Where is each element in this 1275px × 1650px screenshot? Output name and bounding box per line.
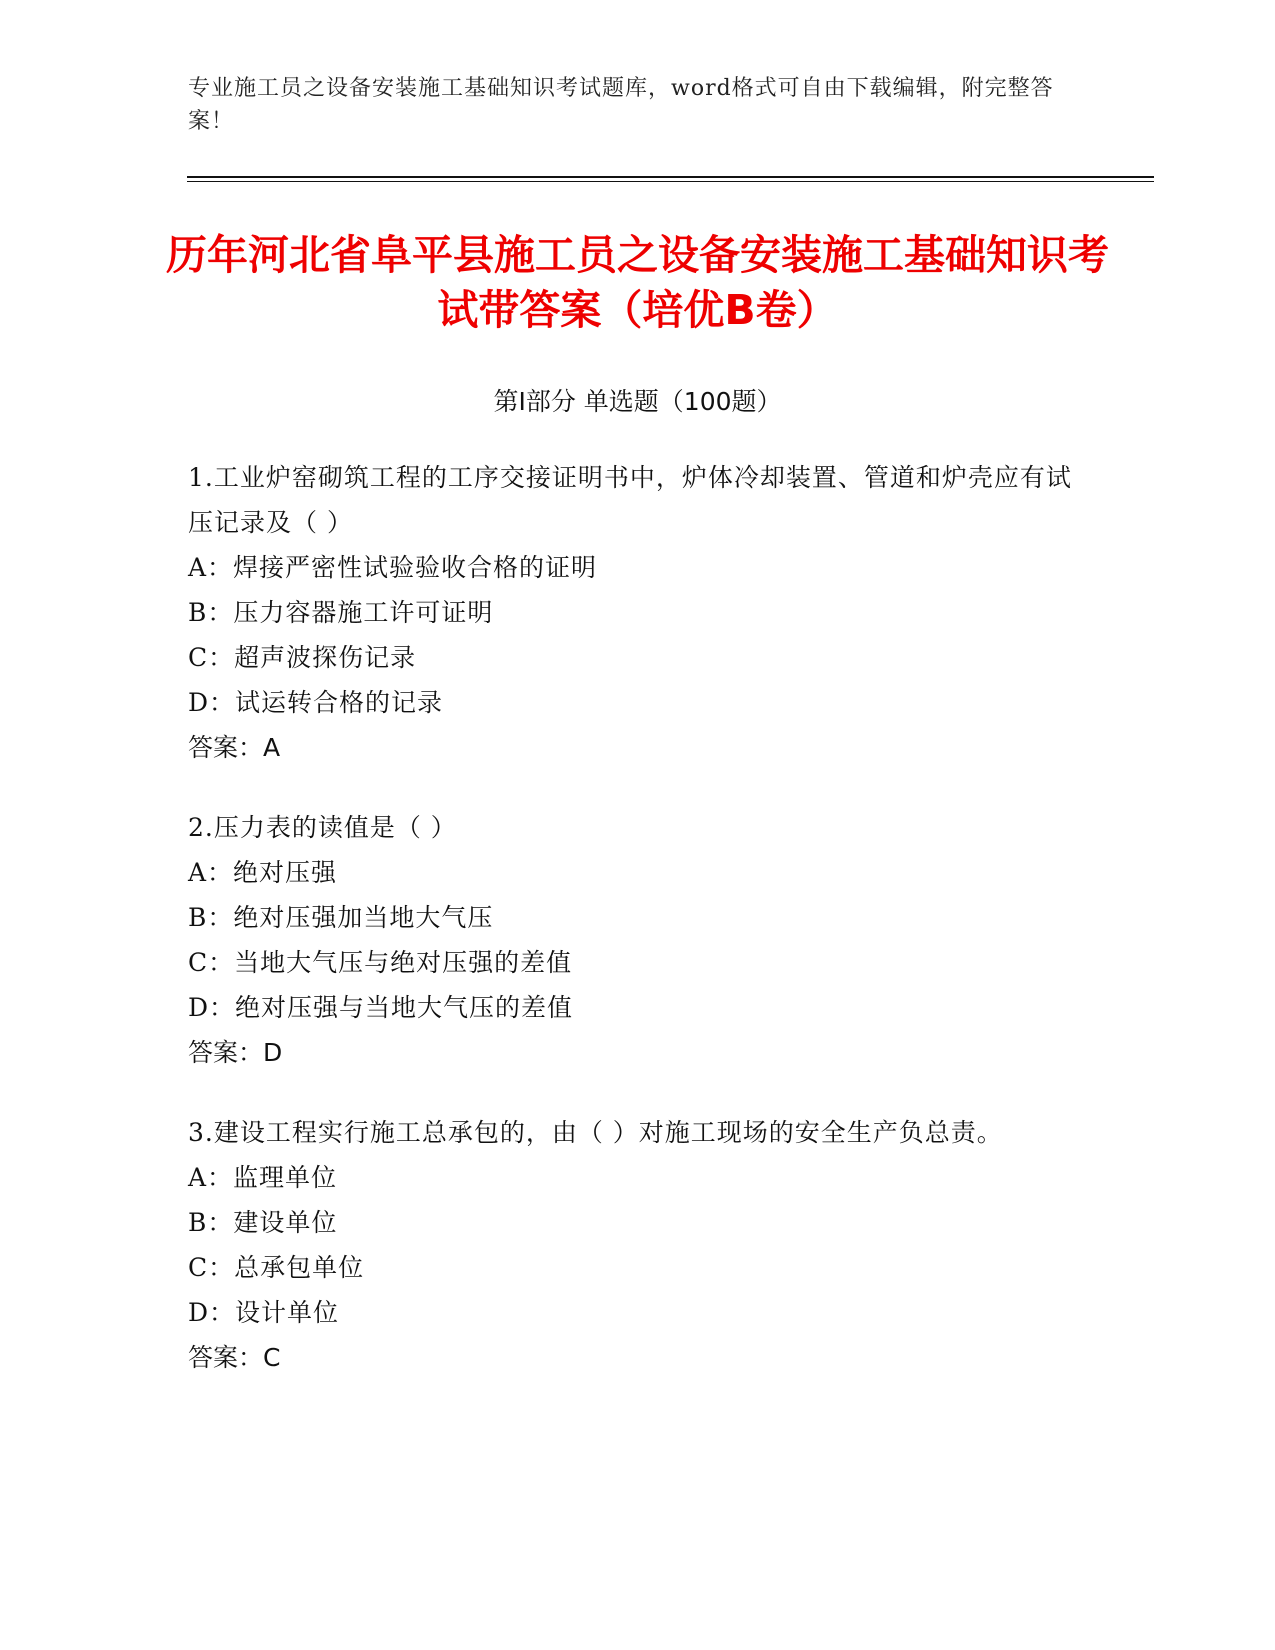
question-2 — [188, 805, 1088, 1075]
option-a: A：焊接严密性试验验收合格的证明 — [188, 553, 598, 582]
question-1 — [188, 455, 1088, 770]
document-title: 历年河北省阜平县施工员之设备安装施工基础知识考试带答案（培优B卷） — [166, 231, 1109, 334]
option-c: C：当地大气压与绝对压强的差值 — [188, 948, 573, 977]
header-note: 专业施工员之设备安装施工基础知识考试题库，word格式可自由下载编辑，附完整答案！ — [188, 76, 1054, 134]
section-heading: 第I部分 单选题（100题） — [493, 387, 782, 416]
option-a: A：监理单位 — [188, 1163, 338, 1192]
question-3 — [188, 1110, 1088, 1380]
option-d: D：设计单位 — [188, 1298, 340, 1327]
option-b: B：建设单位 — [188, 1208, 338, 1237]
option-d: D：绝对压强与当地大气压的差值 — [188, 993, 574, 1022]
option-c: C：超声波探伤记录 — [188, 643, 417, 672]
option-d: D：试运转合格的记录 — [188, 688, 444, 717]
answer-text: 答案：A — [188, 733, 281, 762]
question-stem: 3.建设工程实行施工总承包的，由（ ）对施工现场的安全生产负总责。 — [188, 1118, 1003, 1147]
header-rule-thick — [187, 176, 1154, 178]
question-stem: 1.工业炉窑砌筑工程的工序交接证明书中，炉体冷却装置、管道和炉壳应有试压记录及（ ） — [188, 463, 1072, 537]
answer-text: 答案：C — [188, 1343, 281, 1372]
option-b: B：压力容器施工许可证明 — [188, 598, 494, 627]
answer-text: 答案：D — [188, 1038, 283, 1067]
question-stem: 2.压力表的读值是（ ） — [188, 813, 457, 842]
option-a: A：绝对压强 — [188, 858, 338, 887]
header-rule-thin — [187, 181, 1154, 182]
option-c: C：总承包单位 — [188, 1253, 365, 1282]
option-b: B：绝对压强加当地大气压 — [188, 903, 494, 932]
